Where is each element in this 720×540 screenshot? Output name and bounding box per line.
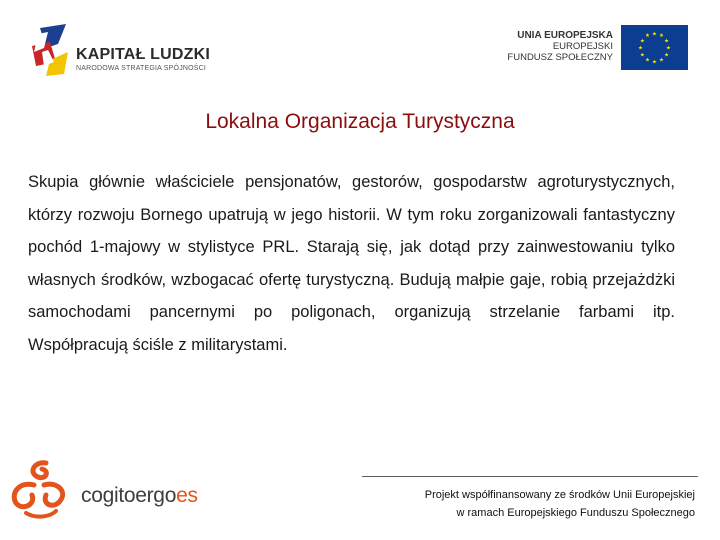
eu-logo-text [507,30,613,63]
eu-star-icon: ★ [639,52,645,59]
body-paragraph: Skupia głównie właściciele pensjonatów, gestorów, gospodarstw agroturystycznych, którzy rozwoju Bornego upatrują w jego historii. W tym roku zorganizowali fantastyczny pochód 1-majowy w stylistyce PRL. Starają się, jak dotąd przy zainwestowaniu tylko własnych środków, wzbogacać ofertę turystyczną. Budują małpie gaje, robią przejażdżki samochodami pancernymi po poligonach, organizują strzelanie farbami itp. Współpracują ściśle z militarystami. [28,173,675,354]
cogito-swirl-icon [6,455,76,525]
eu-star-icon: ★ [652,59,657,66]
footer-funding-note [425,486,695,522]
eu-star-icon: ★ [639,38,645,45]
cogito-wordmark [81,484,198,508]
cogito-wordmark-main: cogitoergo [81,484,177,507]
eu-flag-icon [621,25,688,70]
eu-line-2: EUROPEJSKI [552,41,613,52]
eu-star-icon: ★ [638,45,643,52]
eu-star-icon: ★ [652,31,657,38]
eu-star-icon: ★ [664,52,670,59]
cogito-ergo-es-logo [6,455,216,525]
eu-star-icon: ★ [645,33,650,40]
kapital-ludzki-subtitle: NARODOWA STRATEGIA SPÓJNOŚCI [76,65,207,72]
eu-star-icon: ★ [645,57,650,64]
eu-star-icon: ★ [659,57,664,64]
eu-line-1: UNIA EUROPEJSKA [517,30,613,41]
cogito-wordmark-es: es [176,484,198,507]
eu-star-icon: ★ [666,45,671,52]
page-title: Lokalna Organizacja Turystyczna [205,110,515,133]
kapital-ludzki-emblem-icon [28,22,76,82]
kapital-ludzki-logo [28,22,218,82]
footer-line-2: w ramach Europejskiego Funduszu Społecznego [456,507,695,519]
eu-star-icon: ★ [659,33,664,40]
footer-divider [362,476,698,477]
eu-line-3: FUNDUSZ SPOŁECZNY [507,52,613,63]
kapital-ludzki-title: KAPITAŁ LUDZKI [76,46,211,63]
footer-line-1: Projekt współfinansowany ze środków Unii Europejskiej [424,489,695,501]
eu-star-icon: ★ [664,38,670,45]
